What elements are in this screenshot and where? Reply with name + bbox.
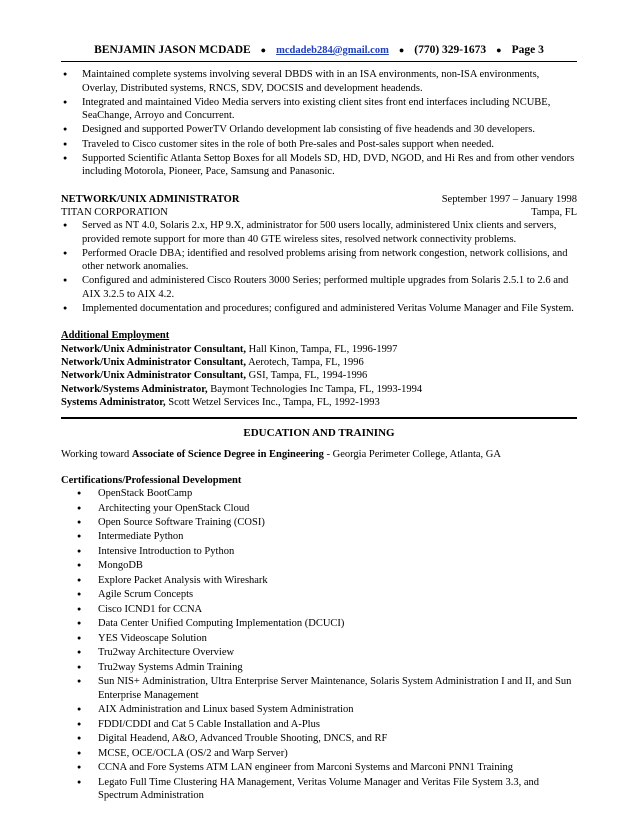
job-dates: September 1997 – January 1998	[441, 193, 577, 205]
job-company-line	[61, 206, 577, 219]
additional-employment-heading: Additional Employment	[61, 330, 170, 342]
list-item: ● Tru2way Systems Admin Training	[61, 661, 577, 674]
additional-employment-list	[61, 343, 577, 409]
certifications-heading: Certifications/Professional Development	[61, 474, 242, 486]
job-bullet-list	[61, 219, 577, 315]
resume-page	[61, 44, 577, 803]
section-divider	[61, 417, 577, 419]
list-item: ● Open Source Software Training (COSI)	[61, 516, 577, 529]
list-item: ● Implemented documentation and procedures; configured and administered Veritas Volume Manager and File System.	[61, 302, 577, 315]
list-item	[61, 396, 577, 409]
education-school: - Georgia Perimeter College, Atlanta, GA	[323, 449, 501, 461]
employment-detail: Scott Wetzel Services Inc., Tampa, FL, 1992-1993	[165, 396, 380, 408]
page-header	[61, 44, 577, 57]
list-item: ● YES Videoscape Solution	[61, 632, 577, 645]
header-divider	[61, 61, 577, 62]
list-item: ● Performed Oracle DBA; identified and resolved problems arising from network congestion, network collisions, and other network anomalies.	[61, 247, 577, 274]
list-item: ● Cisco ICND1 for CCNA	[61, 603, 577, 616]
page-number: Page 3	[511, 44, 544, 56]
list-item	[61, 343, 577, 356]
employment-detail: Hall Kinon, Tampa, FL, 1996-1997	[246, 343, 398, 355]
employment-role: Network/Unix Administrator Consultant,	[61, 370, 247, 382]
list-item: ● CCNA and Fore Systems ATM LAN engineer from Marconi Systems and Marconi PNN1 Training	[61, 761, 577, 774]
candidate-name: BENJAMIN JASON MCDADE	[94, 44, 251, 56]
list-item: ● Legato Full Time Clustering HA Management, Veritas Volume Manager and Veritas File System 3.3, and Spectrum Administration	[61, 776, 577, 803]
employment-role: Network/Systems Administrator,	[61, 383, 208, 395]
list-item: ● Sun NIS+ Administration, Ultra Enterprise Server Maintenance, Solaris System Administration I and II, and Sun Enterprise Management	[61, 675, 577, 702]
list-item: ● Supported Scientific Atlanta Settop Boxes for all Models SD, HD, DVD, NGOD, and Hi Res and from other vendors including Motorola, Pioneer, Pace, Samsung and Panasonic.	[61, 152, 577, 179]
list-item: ● MongoDB	[61, 559, 577, 572]
employment-detail: Aerotech, Tampa, FL, 1996	[246, 356, 364, 368]
list-item	[61, 369, 577, 382]
separator-dot: ●	[260, 45, 267, 55]
list-item	[61, 356, 577, 369]
job-title-line	[61, 193, 577, 206]
list-item: ● Digital Headend, A&O, Advanced Trouble Shooting, DNCS, and RF	[61, 732, 577, 745]
employment-role: Network/Unix Administrator Consultant,	[61, 356, 247, 368]
education-prefix: Working toward	[61, 449, 132, 461]
separator-dot: ●	[398, 45, 405, 55]
employment-role: Network/Unix Administrator Consultant,	[61, 343, 247, 355]
list-item: ● OpenStack BootCamp	[61, 487, 577, 500]
employment-detail: GSI, Tampa, FL, 1994-1996	[246, 370, 368, 382]
list-item: ● Agile Scrum Concepts	[61, 588, 577, 601]
list-item: ● Maintained complete systems involving several DBDS with in an ISA environments, non-ISA environments, Overlay, Distributed systems, RNCS, SDV, DOCSIS and development headends.	[61, 68, 577, 95]
list-item: ● Intermediate Python	[61, 530, 577, 543]
certifications-list	[61, 487, 577, 802]
list-item: ● Tru2way Architecture Overview	[61, 646, 577, 659]
job-title: NETWORK/UNIX ADMINISTRATOR	[61, 193, 240, 205]
list-item: ● Architecting your OpenStack Cloud	[61, 502, 577, 515]
list-item: ● FDDI/CDDI and Cat 5 Cable Installation and A-Plus	[61, 718, 577, 731]
phone-number: (770) 329-1673	[414, 44, 487, 56]
list-item: ● Explore Packet Analysis with Wireshark	[61, 574, 577, 587]
list-item: ● Traveled to Cisco customer sites in the role of both Pre-sales and Post-sales support when needed.	[61, 138, 577, 151]
top-bullet-list	[61, 68, 577, 178]
list-item: ● Data Center Unified Computing Implementation (DCUCI)	[61, 617, 577, 630]
list-item: ● Served as NT 4.0, Solaris 2.x, HP 9.X, administrator for 500 users locally, administered Unix clients and servers, provided remote support for more than 40 GTE wireless sites, resolved network connectivity problems.	[61, 219, 577, 246]
employment-detail: Baymont Technologies Inc Tampa, FL, 1993-1994	[207, 383, 423, 395]
list-item: ● Intensive Introduction to Python	[61, 545, 577, 558]
list-item: ● Integrated and maintained Video Media servers into existing client sites front end interfaces including NCUBE, SeaChange, Arroyo and Concurrent.	[61, 96, 577, 123]
list-item: ● AIX Administration and Linux based System Administration	[61, 703, 577, 716]
list-item: ● Designed and supported PowerTV Orlando development lab consisting of five headends and 30 developers.	[61, 123, 577, 136]
job-location: Tampa, FL	[531, 206, 577, 218]
education-line	[61, 448, 577, 461]
list-item: ● MCSE, OCE/OCLA (OS/2 and Warp Server)	[61, 747, 577, 760]
separator-dot: ●	[496, 45, 502, 55]
education-heading: EDUCATION AND TRAINING	[243, 427, 395, 440]
job-company: TITAN CORPORATION	[61, 206, 168, 218]
employment-role: Systems Administrator,	[61, 396, 166, 408]
degree-name: Associate of Science Degree in Engineering	[131, 449, 324, 461]
list-item: ● Configured and administered Cisco Routers 3000 Series; performed multiple upgrades from Solaris 2.5.1 to 2.6 and AIX 3.2.5 to AIX 4.2.	[61, 274, 577, 301]
list-item	[61, 383, 577, 396]
email-link[interactable]: mcdadeb284@gmail.com	[276, 45, 389, 56]
